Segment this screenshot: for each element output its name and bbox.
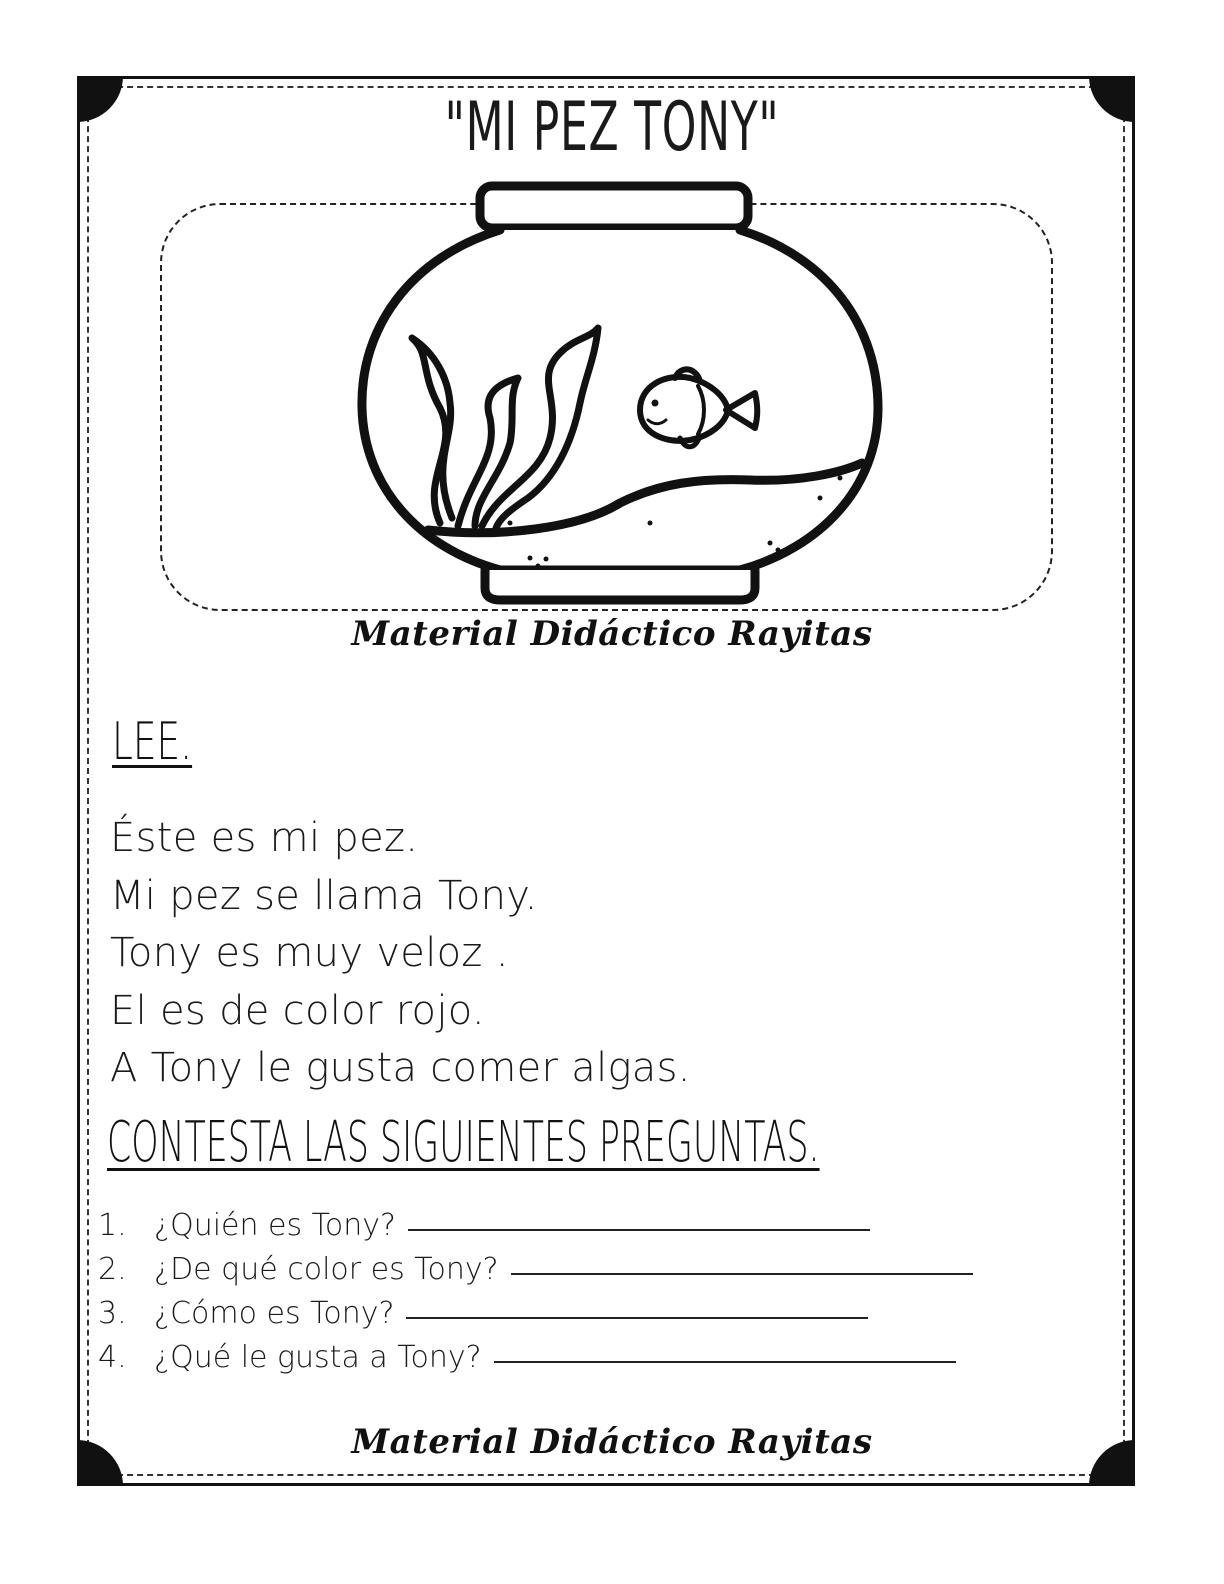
reading-line: A Tony le gusta comer algas.	[110, 1045, 691, 1091]
question-text: ¿Cómo es Tony?	[154, 1296, 395, 1331]
answer-line[interactable]	[511, 1273, 973, 1275]
question-number: 3.	[98, 1296, 127, 1331]
question-number: 4.	[98, 1340, 127, 1375]
question-number: 1.	[98, 1208, 127, 1243]
bowl-rim	[480, 186, 748, 228]
page-title: "MI PEZ TONY"	[444, 88, 780, 167]
question-item	[98, 1204, 973, 1248]
answer-line[interactable]	[406, 1317, 868, 1319]
answer-line[interactable]	[494, 1361, 956, 1363]
question-item	[98, 1248, 973, 1292]
reading-line: El es de color rojo.	[110, 987, 485, 1034]
credit-text-top: Material Didáctico Rayitas	[351, 614, 873, 654]
reading-line: Éste es mi pez.	[110, 815, 419, 861]
question-text: ¿Qué le gusta a Tony?	[154, 1340, 482, 1375]
question-text: ¿Quién es Tony?	[154, 1208, 396, 1243]
questions-heading: CONTESTA LAS SIGUIENTES PREGUNTAS.	[107, 1110, 820, 1175]
question-number: 2.	[98, 1252, 127, 1287]
reading-line: Mi pez se llama Tony.	[110, 872, 538, 919]
reading-passage	[110, 810, 691, 1098]
question-item	[98, 1336, 973, 1380]
question-text: ¿De qué color es Tony?	[154, 1252, 499, 1287]
answer-line[interactable]	[408, 1229, 870, 1231]
reading-line: Tony es muy veloz .	[110, 930, 509, 976]
question-item	[98, 1292, 973, 1336]
reading-heading: LEE.	[112, 712, 193, 772]
fishbowl-illustration	[350, 178, 890, 608]
credit-text-bottom: Material Didáctico Rayitas	[351, 1422, 873, 1462]
bowl-base	[485, 570, 755, 600]
questions-list	[98, 1204, 973, 1380]
